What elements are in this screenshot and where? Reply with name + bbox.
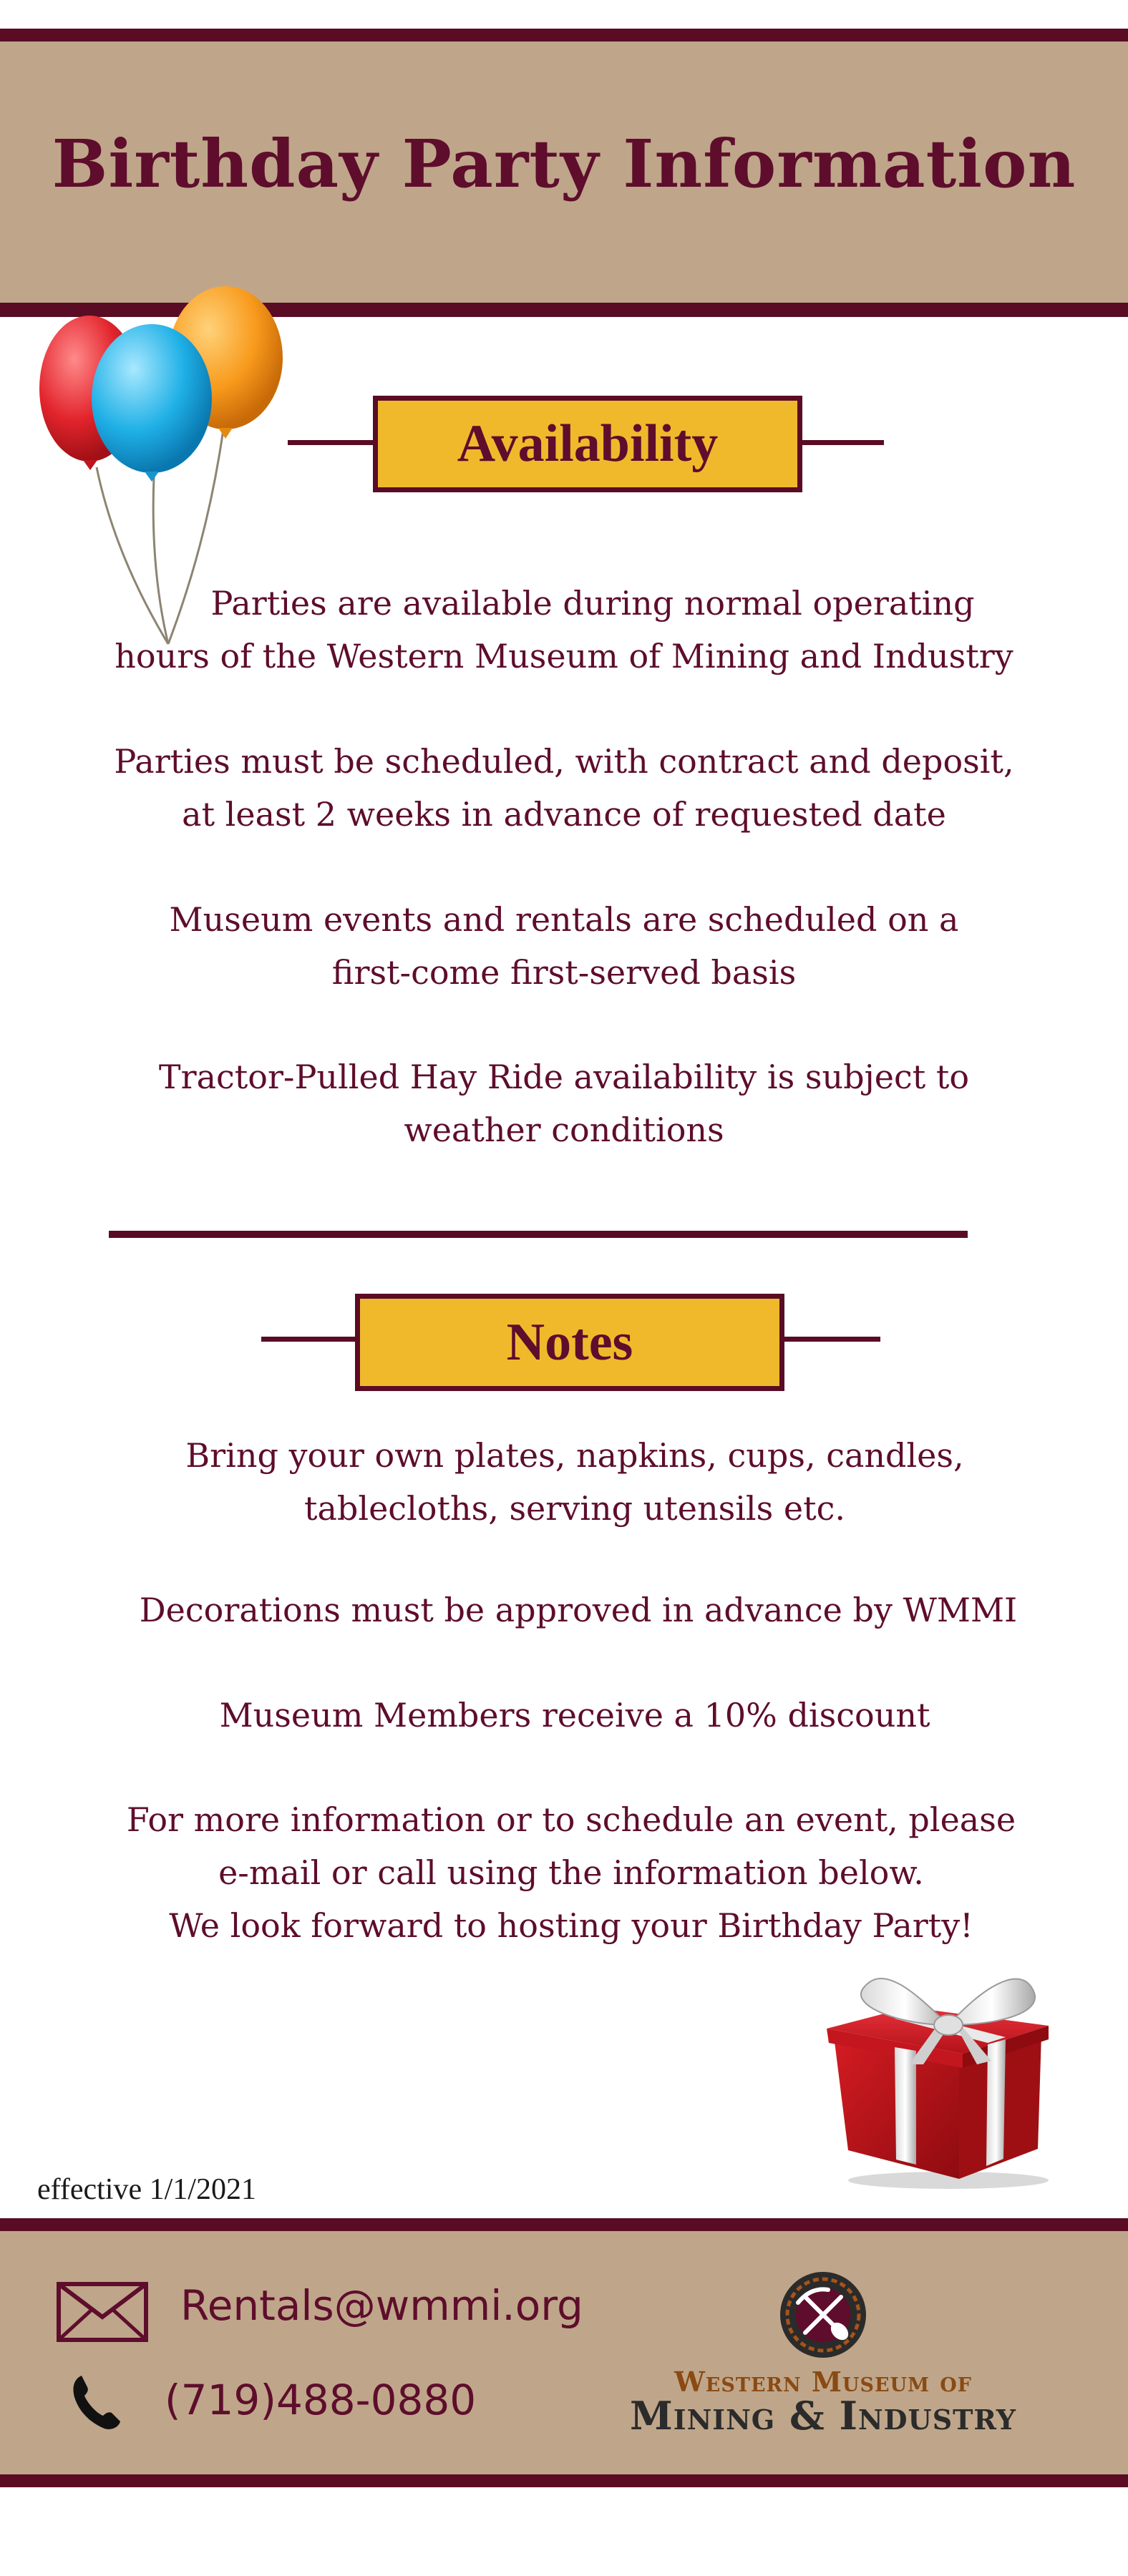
availability-paragraph: [0, 735, 1128, 841]
phone-icon: [72, 2374, 122, 2430]
text-line: Museum Members receive a 10% discount: [219, 1696, 930, 1735]
phone-number[interactable]: (719)488-0880: [165, 2376, 477, 2424]
envelope-icon: [56, 2281, 149, 2343]
text-line: For more information or to schedule an event, please: [126, 1800, 1016, 1839]
text-line: weather conditions: [404, 1111, 724, 1149]
header-top-stripe: [0, 29, 1128, 42]
notes-heading: Notes: [355, 1294, 784, 1391]
effective-date: effective 1/1/2021: [37, 2173, 256, 2206]
email-link[interactable]: Rentals@wmmi.org: [180, 2281, 583, 2330]
text-line: tablecloths, serving utensils etc.: [304, 1489, 845, 1528]
page-title: Birthday Party Information: [52, 125, 1076, 203]
logo-text-line2: Mining & Industry: [630, 2393, 1016, 2439]
availability-heading: Availability: [373, 396, 802, 492]
gift-box-icon: [823, 1957, 1059, 2193]
footer-bottom-stripe: [0, 2474, 1128, 2487]
heading-rule-right: [782, 1337, 880, 1342]
heading-rule-left: [288, 440, 382, 445]
text-line: Parties must be scheduled, with contract and deposit,: [114, 742, 1014, 781]
footer-top-stripe: [0, 2218, 1128, 2231]
text-line: We look forward to hosting your Birthday Party!: [169, 1906, 973, 1945]
text-line: Decorations must be approved in advance by WMMI: [139, 1591, 1018, 1629]
text-line: hours of the Western Museum of Mining and Industry: [115, 637, 1013, 675]
text-line: Museum events and rentals are scheduled on a: [169, 900, 959, 939]
section-divider: [109, 1231, 968, 1238]
notes-paragraph: [0, 1429, 1128, 1535]
text-line: at least 2 weeks in advance of requested date: [182, 795, 946, 834]
heading-rule-right: [799, 440, 884, 445]
text-line: Parties are available during normal operating: [210, 584, 975, 623]
logo-text-line1: Western Museum of: [674, 2366, 972, 2398]
availability-paragraph: [0, 577, 1128, 683]
notes-paragraph: [0, 1689, 1128, 1742]
text-line: Bring your own plates, napkins, cups, candles,: [185, 1436, 964, 1475]
availability-paragraph: [0, 893, 1128, 999]
heading-rule-left: [261, 1337, 359, 1342]
text-line: Tractor-Pulled Hay Ride availability is subject to: [158, 1058, 970, 1096]
notes-paragraph: [0, 1584, 1128, 1636]
notes-paragraph: [0, 1793, 1128, 1952]
pick-shovel-emblem-icon: [777, 2268, 870, 2361]
text-line: e-mail or call using the information below.: [218, 1853, 924, 1892]
availability-paragraph: [0, 1050, 1128, 1156]
text-line: first-come first-served basis: [331, 953, 797, 992]
